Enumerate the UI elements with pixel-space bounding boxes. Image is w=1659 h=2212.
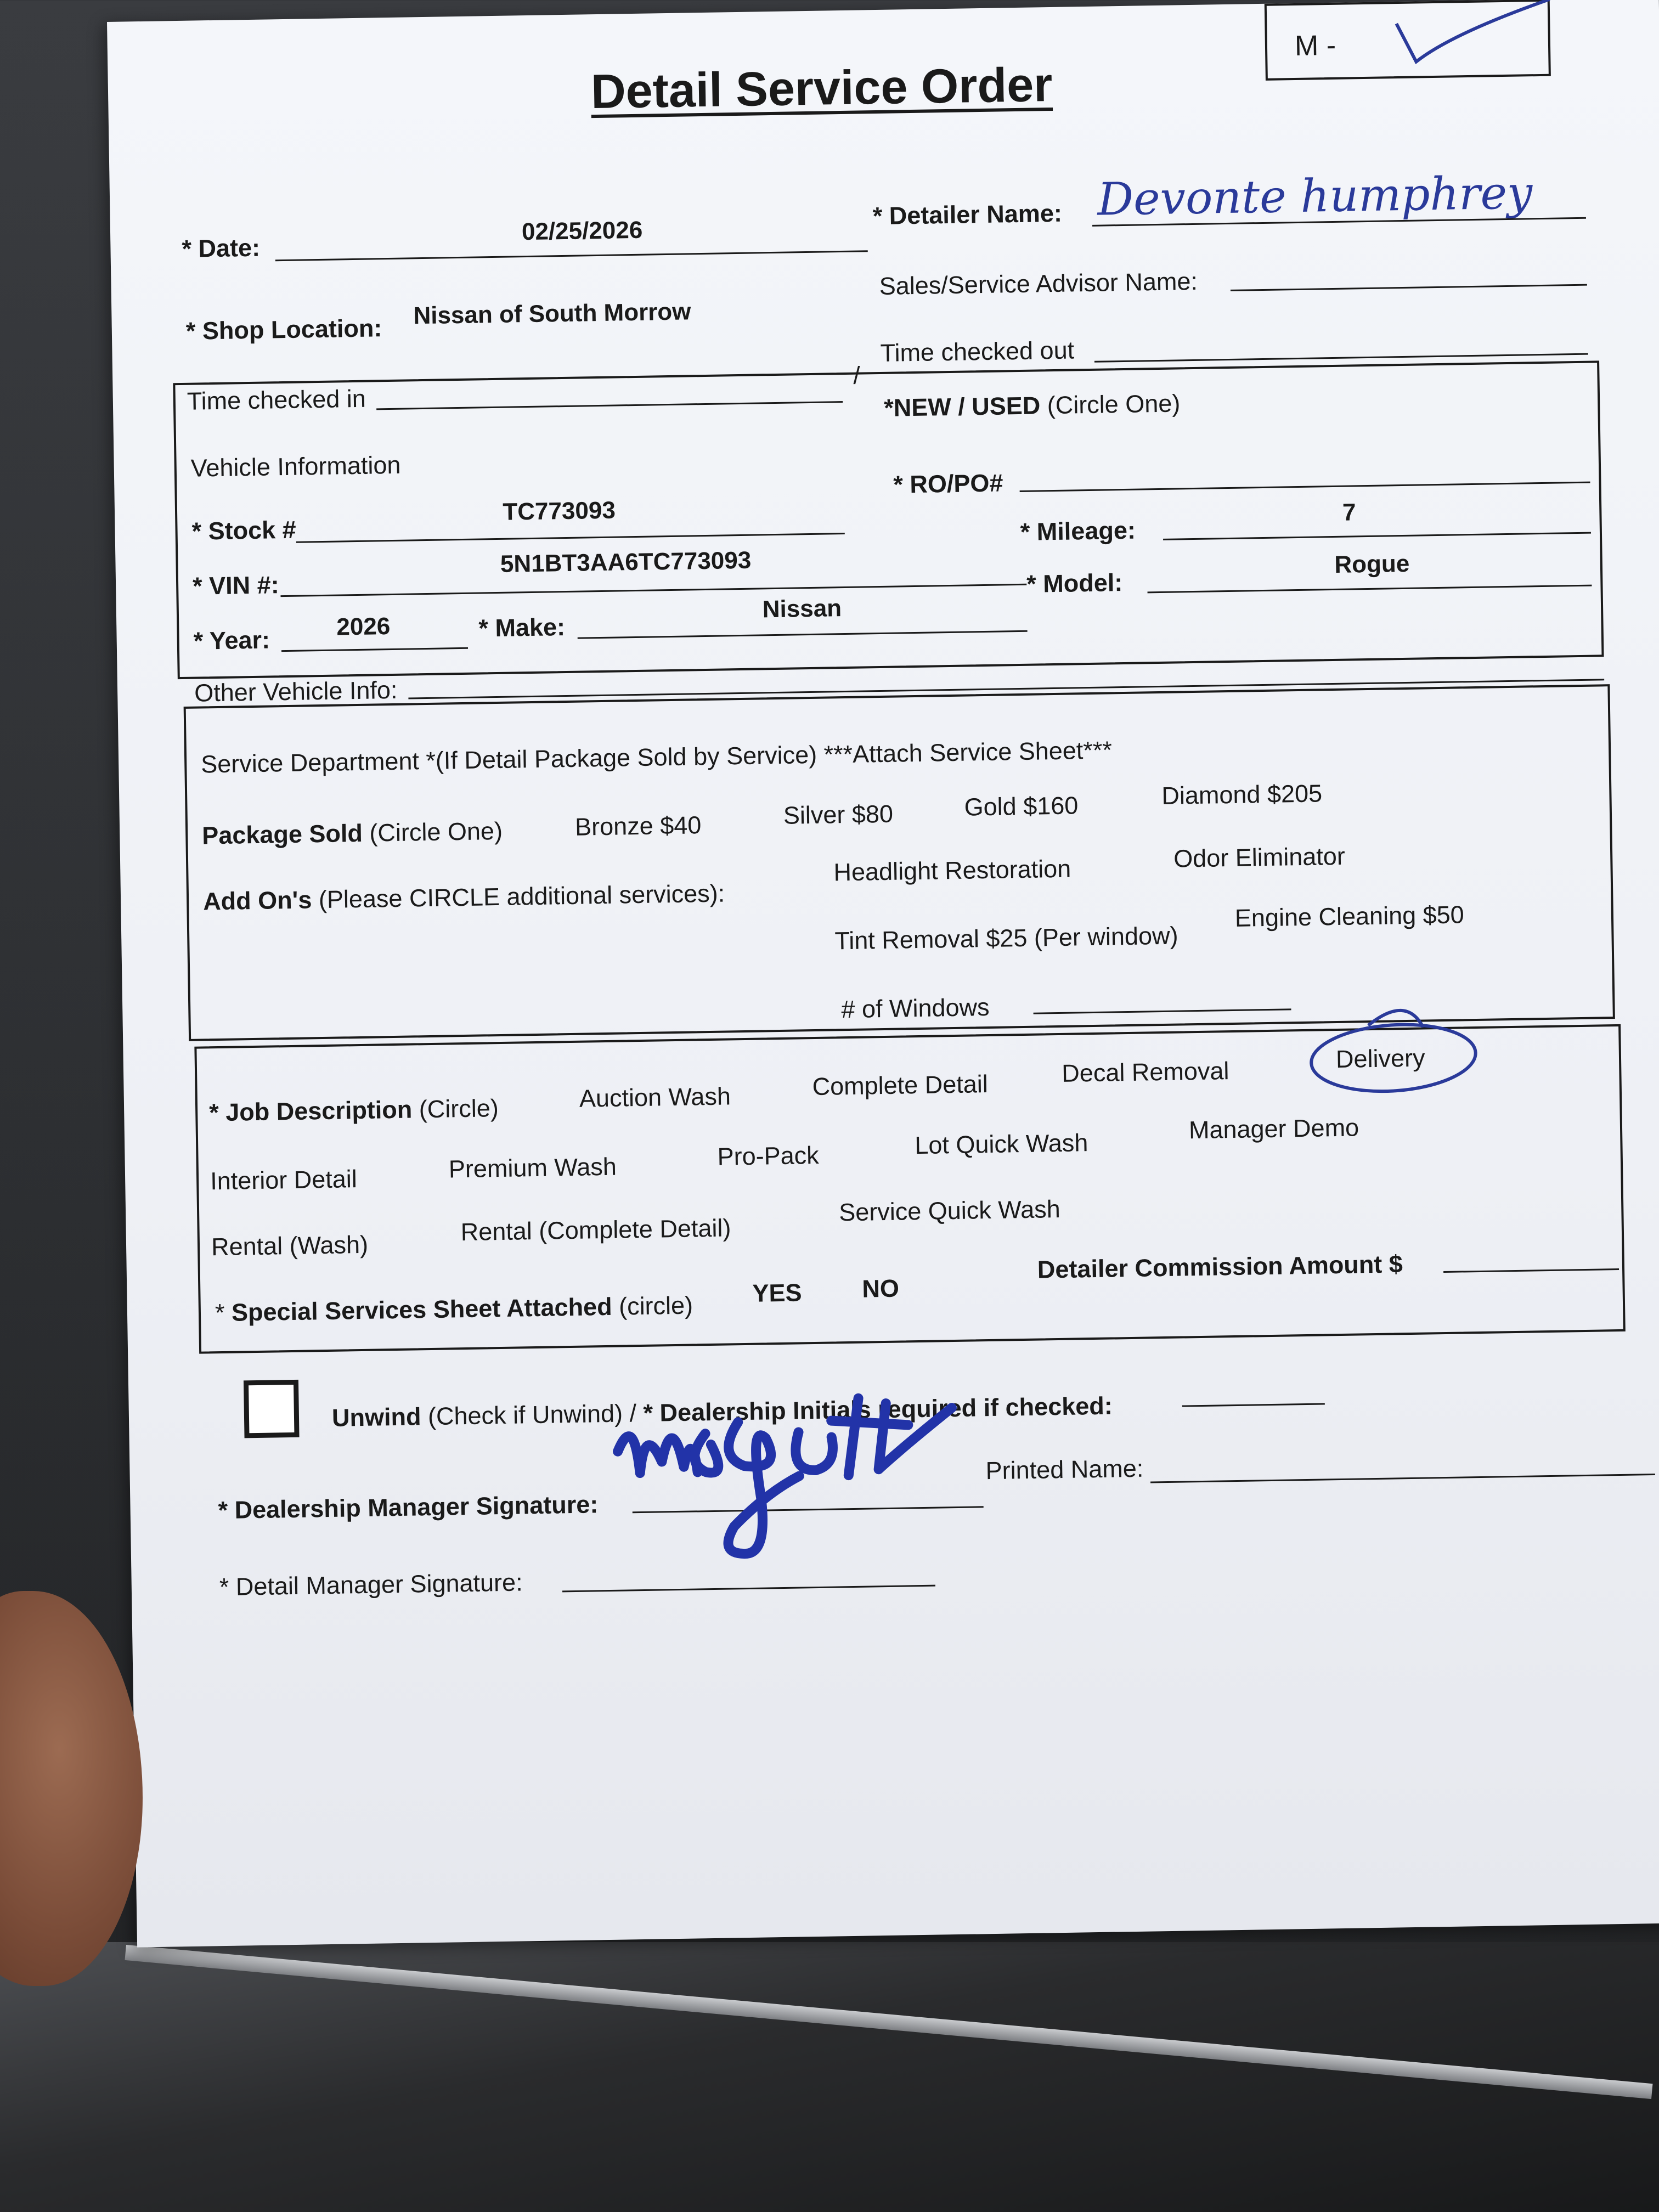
delivery-circle-mark <box>1296 988 1485 1101</box>
special-no[interactable]: NO <box>862 1274 900 1303</box>
package-diamond[interactable]: Diamond $205 <box>1161 779 1323 810</box>
date-value[interactable]: 02/25/2026 <box>521 216 643 246</box>
detailer-label: * Detailer Name: <box>872 199 1063 230</box>
job-pro-pack[interactable]: Pro-Pack <box>717 1141 820 1171</box>
job-manager-demo[interactable]: Manager Demo <box>1188 1113 1359 1144</box>
addon-odor[interactable]: Odor Eliminator <box>1173 842 1346 873</box>
stock-value[interactable]: TC773093 <box>502 496 616 526</box>
shop-label: * Shop Location: <box>185 314 382 345</box>
unwind-hint: (Check if Unwind) / <box>427 1399 637 1431</box>
shop-value[interactable]: Nissan of South Morrow <box>413 298 691 330</box>
job-decal-removal[interactable]: Decal Removal <box>1061 1057 1229 1087</box>
time-in-label: Time checked in <box>187 384 366 415</box>
year-label: * Year: <box>193 625 270 655</box>
package-hint: (Circle One) <box>369 816 503 847</box>
model-label: * Model: <box>1026 568 1123 598</box>
checkmark-icon <box>1385 0 1659 84</box>
vin-label: * VIN #: <box>192 571 280 600</box>
detailer-value[interactable]: Devonte humphrey <box>1097 167 1533 226</box>
model-value[interactable]: Rogue <box>1334 550 1410 578</box>
form-title: Detail Service Order <box>590 57 1053 119</box>
m-box-label: M - <box>1294 29 1336 62</box>
job-premium-wash[interactable]: Premium Wash <box>448 1152 617 1183</box>
unwind-checkbox[interactable] <box>244 1380 300 1438</box>
new-used-hint: (Circle One) <box>1047 389 1181 420</box>
service-order-sheet <box>107 0 1659 1948</box>
job-description-field <box>209 1094 499 1127</box>
time-out-line <box>1094 353 1588 363</box>
service-header: Service Department *(If Detail Package Sold by Service) ***Attach Service Sheet*** <box>200 736 1113 778</box>
new-used-field[interactable] <box>884 389 1181 422</box>
job-rental-complete[interactable]: Rental (Complete Detail) <box>460 1214 731 1246</box>
package-gold[interactable]: Gold $160 <box>964 791 1079 821</box>
date-line <box>275 250 868 261</box>
package-silver[interactable]: Silver $80 <box>783 799 894 830</box>
job-interior-detail[interactable]: Interior Detail <box>210 1165 358 1195</box>
package-field <box>202 817 503 850</box>
ro-po-label: * RO/PO# <box>893 469 1003 499</box>
document-body <box>107 0 1659 1948</box>
windows-label: # of Windows <box>841 992 990 1024</box>
year-value[interactable]: 2026 <box>336 613 391 641</box>
job-lot-quick-wash[interactable]: Lot Quick Wash <box>914 1128 1088 1160</box>
job-service-quick-wash[interactable]: Service Quick Wash <box>838 1194 1061 1227</box>
package-bronze[interactable]: Bronze $40 <box>574 811 702 841</box>
job-hint: (Circle) <box>419 1094 499 1124</box>
advisor-label: Sales/Service Advisor Name: <box>879 267 1198 300</box>
special-hint: (circle) <box>618 1291 693 1321</box>
addons-label: Add On's <box>202 885 312 916</box>
mileage-label: * Mileage: <box>1020 516 1136 546</box>
make-value[interactable]: Nissan <box>762 595 842 623</box>
printed-name-line[interactable] <box>1150 1474 1655 1483</box>
special-yes[interactable]: YES <box>752 1278 802 1307</box>
job-auction-wash[interactable]: Auction Wash <box>579 1082 731 1113</box>
time-separator: / <box>853 361 861 390</box>
special-prefix: * <box>215 1298 225 1327</box>
addons-hint: (Please CIRCLE additional services): <box>318 879 725 914</box>
job-delivery[interactable]: Delivery <box>1335 1043 1425 1074</box>
new-used-label: *NEW / USED <box>883 391 1041 422</box>
time-out-label: Time checked out <box>880 336 1075 367</box>
addon-tint[interactable]: Tint Removal $25 (Per window) <box>834 921 1178 955</box>
stock-label: * Stock # <box>191 515 297 545</box>
job-label: * Job Description <box>208 1095 413 1127</box>
other-info-label: Other Vehicle Info: <box>194 675 398 707</box>
job-complete-detail[interactable]: Complete Detail <box>812 1070 989 1101</box>
make-label: * Make: <box>478 613 566 642</box>
addon-headlight[interactable]: Headlight Restoration <box>833 854 1071 887</box>
detail-manager-sig-line[interactable] <box>562 1585 935 1593</box>
detail-manager-sig-label: * Detail Manager Signature: <box>219 1568 523 1601</box>
initials-label: * Dealership Initials required if checked: <box>643 1391 1113 1427</box>
unwind-label: Unwind <box>331 1402 421 1432</box>
mileage-value[interactable]: 7 <box>1342 499 1356 526</box>
manager-signature <box>600 1385 987 1578</box>
addon-engine[interactable]: Engine Cleaning $50 <box>1234 900 1465 932</box>
commission-label: Detailer Commission Amount $ <box>1037 1250 1403 1284</box>
vin-value[interactable]: 5N1BT3AA6TC773093 <box>500 546 752 578</box>
initials-line[interactable] <box>1182 1403 1325 1407</box>
dealer-manager-sig-label: * Dealership Manager Signature: <box>218 1490 599 1525</box>
printed-name-label: Printed Name: <box>985 1454 1144 1485</box>
advisor-line <box>1231 284 1587 291</box>
vehicle-info-label: Vehicle Information <box>190 450 401 482</box>
thumb <box>0 1591 143 1986</box>
date-label: * Date: <box>182 233 261 263</box>
special-services-label: Special Services Sheet Attached <box>231 1292 612 1327</box>
job-rental-wash[interactable]: Rental (Wash) <box>211 1230 369 1261</box>
package-label: Package Sold <box>201 819 363 850</box>
